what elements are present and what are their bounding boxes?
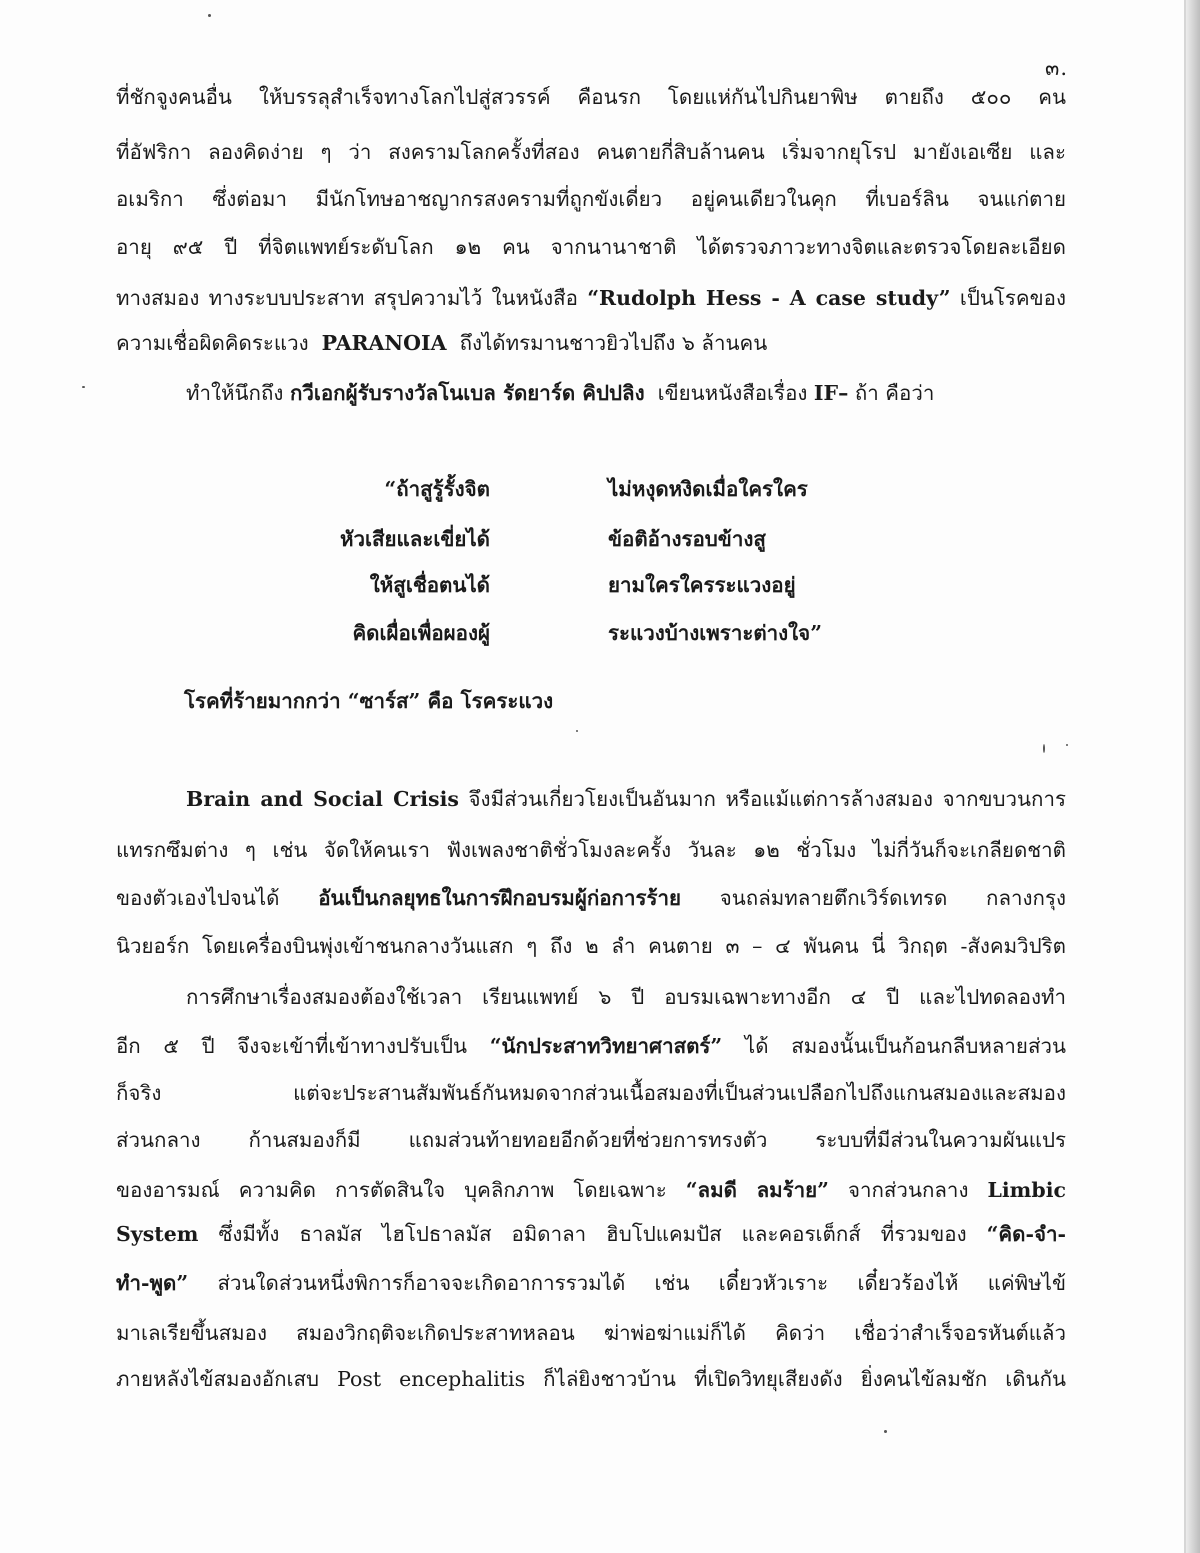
text-segment: จนถล่มทลายตึกเวิร์ดเทรด กลางกรุง: [719, 886, 1066, 910]
paragraph-line: [116, 1031, 1066, 1061]
paragraph-line: มาเลเรียขึ้นสมอง สมองวิกฤติจะเกิดประสาทหลอน ฆ่าพ่อฆ่าแม่ก็ได้ คิดว่า เชื่อว่าสำเร็จอรหันต์แล้ว: [116, 1321, 1066, 1345]
text-segment: ทำให้นึกถึง: [186, 381, 284, 405]
paragraph-line: [116, 883, 1066, 913]
poem-line-left: ให้สูเชื่อตนได้: [369, 573, 490, 597]
poem-line-right: ไม่หงุดหงิดเมื่อใครใคร: [608, 477, 808, 501]
text-segment: ได้ สมองนั้นเป็นก้อนกลีบหลายส่วน: [744, 1034, 1066, 1058]
book-title: “Rudolph Hess - A case study”: [587, 286, 951, 310]
poet-name: กวีเอกผู้รับรางวัลโนเบล รัดยาร์ด คิปปลิง: [289, 381, 645, 405]
text-segment: ถ้า คือว่า: [854, 381, 935, 405]
paragraph-line: ก็จริง แต่จะประสานสัมพันธ์กันหมดจากส่วนเนื้อสมองที่เป็นส่วนเปลือกไปถึงแกนสมองและสมอง: [116, 1081, 1066, 1105]
text-segment: จากส่วนกลาง: [847, 1178, 969, 1202]
text-segment: จึงมีส่วนเกี่ยวโยงเป็นอันมาก หรือแม้แต่การล้างสมอง จากขบวนการ: [468, 787, 1066, 811]
term-paranoia: PARANOIA: [321, 331, 447, 355]
poem-line-left: “ถ้าสูรู้รั้งจิต: [384, 477, 490, 501]
scan-speck: [1066, 744, 1068, 746]
scan-speck: [208, 14, 211, 17]
paragraph-line: นิวยอร์ก โดยเครื่องบินพุ่งเข้าชนกลางวันแสก ๆ ถึง ๒ ลำ คนตาย ๓ – ๔ พันคน นี่ วิกฤต -สังคมวิปริต: [116, 934, 1066, 958]
text-segment: ซึ่งมีทั้ง ธาลมัส ไฮโปธาลมัส อมิดาลา ฮิบโปแคมปัส และคอรเต็กส์ ที่รวมของ: [218, 1222, 967, 1246]
paragraph-line: ส่วนกลาง ก้านสมองก็มี แถมส่วนท้ายทอยอีกด้วยที่ช่วยการทรงตัว ระบบที่มีส่วนในความผันแปร: [116, 1128, 1066, 1152]
paragraph-line: [116, 1175, 1066, 1205]
paragraph-line: ที่ชักจูงคนอื่น ให้บรรลุสำเร็จทางโลกไปสู่สวรรค์ คือนรก โดยแห่กันไปกินยาพิษ ตายถึง ๕๐๐ คน: [116, 85, 1066, 109]
paragraph-line: [116, 1268, 1066, 1298]
emphasis-terrorist: อันเป็นกลยุทธในการฝึกอบรมผู้ก่อการร้าย: [318, 886, 682, 910]
poem-title: IF–: [813, 381, 849, 405]
term-limbic: Limbic: [987, 1178, 1066, 1202]
poem-line-right: ระแวงบ้างเพราะต่างใจ”: [608, 621, 822, 645]
paragraph-line: [116, 328, 767, 358]
paragraph-line: [116, 1219, 1066, 1249]
paragraph-line: อายุ ๙๕ ปี ที่จิตแพทย์ระดับโลก ๑๒ คน จากนานาชาติ ได้ตรวจภาวะทางจิตและตรวจโดยละเอียด: [116, 235, 1066, 259]
paragraph-line: [116, 283, 1066, 313]
poem-line-right: ข้อติอ้างรอบข้างสู: [608, 527, 766, 551]
paragraph-line: อเมริกา ซึ่งต่อมา มีนักโทษอาชญากรสงครามที่ถูกขังเดี่ยว อยู่คนเดียวในคุก ที่เบอร์ลิน จนแก่ตาย: [116, 187, 1066, 211]
text-segment: ความเชื่อผิดคิดระแวง: [116, 331, 309, 355]
term-good-bad-wind: “ลมดี ลมร้าย”: [685, 1178, 829, 1202]
paragraph-line: [186, 378, 934, 408]
text-segment: เขียนหนังสือเรื่อง: [657, 381, 808, 405]
term-brain-social-crisis: Brain and Social Crisis: [186, 787, 459, 811]
paragraph-line: การศึกษาเรื่องสมองต้องใช้เวลา เรียนแพทย์ ๖ ปี อบรมเฉพาะทางอีก ๔ ปี และไปทดลองทำ: [186, 985, 1066, 1009]
term-neuroscientist: “นักประสาทวิทยาศาสตร์”: [489, 1034, 723, 1058]
text-segment: ทางสมอง ทางระบบประสาท สรุปความไว้ ในหนังสือ: [116, 286, 578, 310]
poem-line-left: หัวเสียและเขี่ยได้: [340, 527, 490, 551]
text-segment: ส่วนใดส่วนหนึ่งพิการก็อาจจะเกิดอาการรวมได้ เช่น เดี๋ยวหัวเราะ เดี๋ยวร้องไห้ แค่พิษไข้: [217, 1271, 1066, 1295]
scan-speck: [82, 386, 85, 388]
term-system: System: [116, 1222, 199, 1246]
paragraph-line: [186, 784, 1066, 814]
paragraph-line: แทรกซึมต่าง ๆ เช่น จัดให้คนเรา ฟังเพลงชาติชั่วโมงละครั้ง วันละ ๑๒ ชั่วโมง ไม่กี่วันก็จะเกลียดชาติ: [116, 838, 1066, 862]
term-think-remember: “คิด-จำ-: [986, 1222, 1066, 1246]
poem-line-right: ยามใครใครระแวงอยู่: [608, 573, 796, 597]
page-number: ๓.: [1044, 56, 1068, 80]
term-do-speak: ทำ-พูด”: [116, 1271, 189, 1295]
page-edge-shadow: [1186, 0, 1200, 1553]
text-segment: ของอารมณ์ ความคิด การตัดสินใจ บุคลิกภาพ โดยเฉพาะ: [116, 1178, 667, 1202]
poem-line-left: คิดเผื่อเพื่อผองผู้: [352, 621, 490, 645]
scan-speck: [884, 1430, 887, 1433]
text-segment: เป็นโรคของ: [959, 286, 1066, 310]
paragraph-line: ภายหลังไข้สมองอักเสบ Post encephalitis ก็ไล่ยิงชาวบ้าน ที่เปิดวิทยุเสียงดัง ยิ่งคนไข้ลมชัก เดินกัน: [116, 1367, 1066, 1391]
paragraph-line: ที่อัฟริกา ลองคิดง่าย ๆ ว่า สงครามโลกครั้งที่สอง คนตายกี่สิบล้านคน เริ่มจากยุโรป มายังเอเซีย และ: [116, 140, 1066, 164]
scan-speck: [1043, 744, 1045, 753]
text-segment: ของตัวเองไปจนได้: [116, 886, 280, 910]
scan-speck: [576, 730, 578, 732]
text-segment: ถึงได้ทรมานชาวยิวไปถึง ๖ ล้านคน: [459, 331, 768, 355]
text-segment: อีก ๕ ปี จึงจะเข้าที่เข้าทางปรับเป็น: [116, 1034, 468, 1058]
summary-line: โรคที่ร้ายมากกว่า “ซาร์ส” คือ โรคระแวง: [184, 689, 554, 713]
